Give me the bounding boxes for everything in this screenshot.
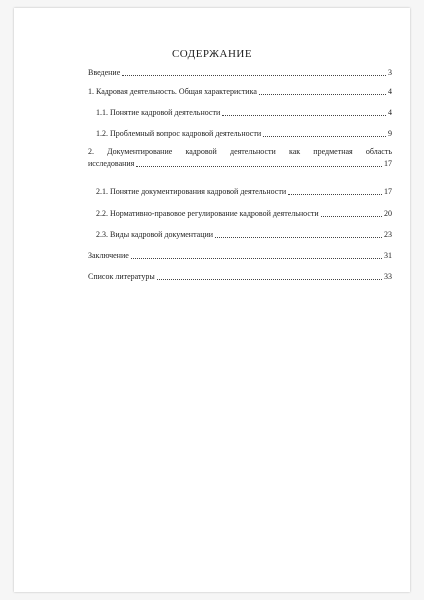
toc-leader — [288, 194, 382, 195]
toc-entry-label: Список литературы — [88, 272, 155, 281]
toc-page-number: 4 — [388, 108, 392, 117]
toc-page-number: 33 — [384, 272, 392, 281]
toc-entry-section-2-2 — [96, 209, 392, 219]
toc-entry-label: 1.2. Проблемный вопрос кадровой деятельности — [96, 129, 262, 138]
toc-entry-introduction — [88, 68, 392, 78]
toc-page-number: 9 — [388, 129, 392, 138]
toc-page-number: 4 — [388, 87, 392, 96]
toc-leader — [321, 216, 382, 217]
document-page — [14, 8, 410, 592]
toc-leader — [131, 258, 382, 259]
toc-entry-references — [88, 272, 392, 282]
toc-leader — [136, 166, 382, 167]
toc-entry-label: 2.3. Виды кадровой документации — [96, 230, 214, 239]
toc-entry-label-line-2: исследования — [88, 159, 135, 168]
toc-entry-section-2-3 — [96, 230, 392, 240]
toc-entry-label: 2.2. Нормативно-правовое регулирование кадровой деятельности — [96, 209, 319, 218]
toc-entry-section-2-1 — [96, 187, 392, 197]
toc-entry-line-2 — [88, 158, 392, 170]
toc-entry-section-1-2 — [96, 129, 392, 139]
toc-entry-label: Заключение — [88, 251, 129, 260]
toc-leader — [157, 279, 382, 280]
toc-entry-chapter-2 — [88, 146, 392, 170]
toc-entry-label-line-1: 2. Документирование кадровой деятельности как предметная область — [88, 147, 392, 156]
toc-page-number: 3 — [388, 68, 392, 77]
page-title: СОДЕРЖАНИЕ — [171, 48, 253, 60]
toc-entry-label: 1.1. Понятие кадровой деятельности — [96, 108, 221, 117]
toc-page-number: 23 — [384, 230, 392, 239]
toc-entry-label: 1. Кадровая деятельность. Общая характеристика — [88, 87, 257, 96]
toc-entry-chapter-1 — [88, 87, 392, 97]
toc-leader — [259, 94, 386, 95]
toc-page-number: 31 — [384, 251, 392, 260]
toc-leader — [222, 115, 386, 116]
toc-page-number: 20 — [384, 209, 392, 218]
toc-entry-section-1-1 — [96, 108, 392, 118]
toc-entry-label: 2.1. Понятие документирования кадровой деятельности — [96, 187, 287, 196]
toc-leader — [215, 237, 382, 238]
toc-leader — [263, 136, 386, 137]
toc-page-number: 17 — [384, 159, 392, 168]
toc-page-number: 17 — [384, 187, 392, 196]
toc-leader — [122, 75, 386, 76]
toc-entry-label: Введение — [88, 68, 121, 77]
toc-entry-conclusion — [88, 251, 392, 261]
